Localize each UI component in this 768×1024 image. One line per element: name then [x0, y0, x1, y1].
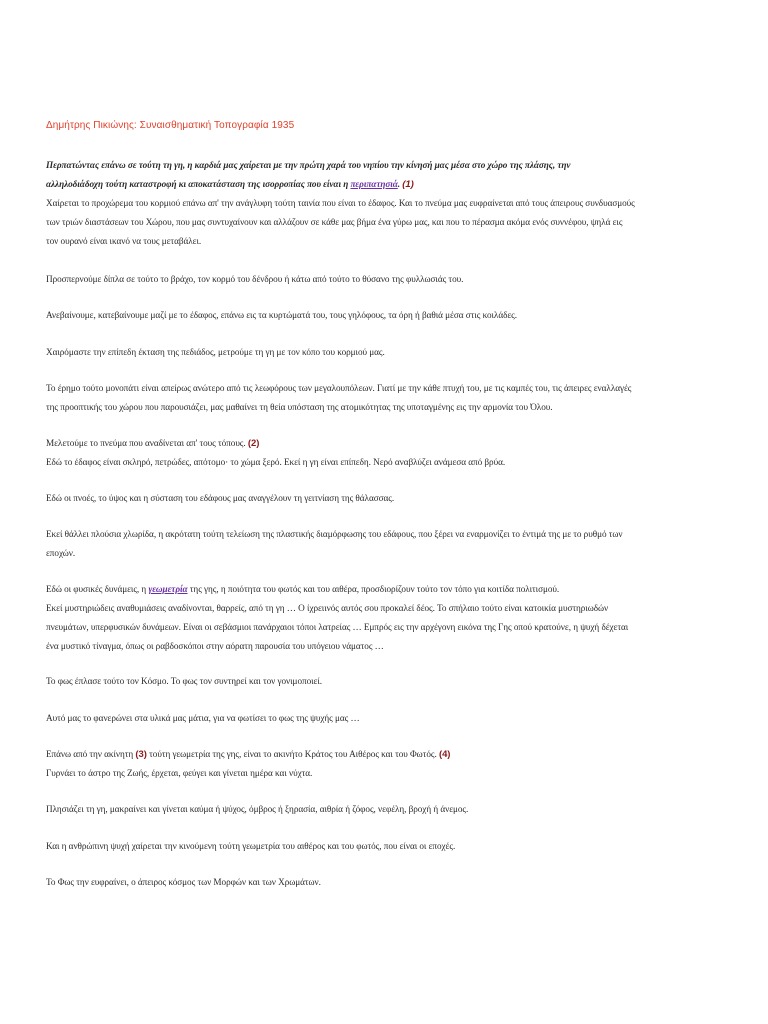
- intro-paragraph: [46, 156, 720, 251]
- intro-line-5: τον ουρανό είναι ικανό να τους μεταβάλει.: [46, 236, 202, 246]
- paragraph-forces-line-3: πνευμάτων, υπερφυσικών δυνάμεων. Είναι οι σεβάσμιοι πανάρχαιοι τόποι λατρείας … Εμπρός εις την αρχέγονη εικόνα της Γης οπού κρατούνε, η ψυχή δέχεται: [46, 622, 629, 632]
- intro-line-3: Χαίρεται το προχώρεμα του κορμιού επάνω απ' την ανάγλυφη τούτη ταινία που είναι το έδαφος. Και το πνεύμα μας ευφραίνεται από τους άπειρους συνδυασμούς: [46, 198, 635, 208]
- footnote-1: (1): [402, 179, 414, 190]
- paragraph-study: [46, 434, 720, 472]
- paragraph-desert: [46, 379, 720, 417]
- intro-line-2: [46, 175, 720, 194]
- intro-line-4: των τριών διαστάσεων του Χώρου, που μας συντυχαίνουν και αλλάζουν σε κάθε μας βήμα ένα γύρω μας, και που το πέρασμα ακόμα ενός συννέφου, ψηλά εις: [46, 217, 623, 227]
- paragraph-study-line-1-text: Μελετούμε το πνεύμα που αναδίνεται απ' τους τόπους.: [46, 438, 248, 448]
- paragraph-motion-line-1-start: Επάνω από την ακίνητη: [46, 749, 136, 759]
- footnote-3: (3): [135, 749, 147, 760]
- paragraph-approach-text: Πλησιάζει τη γη, μακραίνει και γίνεται καύμα ή ψύχος, όμβρος ή ξηρασία, αιθρία ή ζόφος, νεφέλη, βροχή ή άνεμος.: [46, 804, 469, 814]
- paragraph-plain-text: Χαιρόμαστε την επίπεδη έκταση της πεδιάδος, μετρούμε τη γη με τον κόπο του κορμιού μας.: [46, 347, 385, 357]
- paragraph-forces-line-1-end: της γης, η ποιότητα του φωτός και του αιθέρα, προσδιορίζουν τούτο τον τόπο για κοιτίδα πολιτισμού.: [187, 584, 560, 594]
- paragraph-motion-line-1: [46, 745, 720, 764]
- paragraph-soul: [46, 837, 720, 856]
- paragraph-study-line-2: Εδώ το έδαφος είναι σκληρό, πετρώδες, απότομο· το χώμα ξερό. Εκεί η γη είναι επίπεδη. Νερό αναβλύζει ανάμεσα από βρύα.: [46, 457, 506, 467]
- paragraph-light-1-text: Το φως έπλασε τούτο τον Κόσμο. Το φως τον συντηρεί και τον γονιμοποιεί.: [46, 676, 323, 686]
- paragraph-approach: [46, 800, 720, 819]
- paragraph-rock-text: Προσπερνούμε δίπλα σε τούτο το βράχο, τον κορμό του δένδρου ή κάτω από τούτο το θύσανο της φυλλωσιάς του.: [46, 274, 464, 284]
- paragraph-motion-line-1-mid: τούτη γεωμετρία της γης, είναι το ακινήτο Κράτος του Αιθέρος και του Φωτός.: [146, 749, 439, 759]
- paragraph-rock: [46, 270, 720, 289]
- intro-line-2-text: αλληλοδιάδοχη τούτη καταστροφή κι αποκατάσταση της ισορροπίας που είναι η: [46, 179, 351, 189]
- paragraph-light-2-text: Αυτό μας το φανερώνει στα υλικά μας μάτια, για να φωτίσει το φως της ψυχής μας …: [46, 713, 360, 723]
- footnote-4: (4): [438, 749, 451, 760]
- paragraph-study-line-1: [46, 434, 720, 453]
- intro-line-1: Περπατώντας επάνω σε τούτη τη γη, η καρδιά μας χαίρεται με την πρώτη χαρά του νηπίου την κίνησή μας μέσα στο χώρο της πλάσης, την: [46, 160, 571, 170]
- intro-line-2-end: .: [397, 179, 401, 189]
- paragraph-forces-line-2: Εκεί μυστηριώδεις αναθυμιάσεις αναδίνονται, θαρρείς, από τη γη … Ο ίχρειινός αυτός σου προκαλεί δέος. Το σπήλαιο τούτο είναι κατοικία μυστηριωδών: [46, 603, 609, 613]
- paragraph-green-line-2: εποχών.: [46, 548, 76, 558]
- paragraph-forces-line-4: ένα μυστικό τίναγμα, όπως οι ραβδοσκόποι στην αόρατη παρουσία του υπόγειου νάματος …: [46, 641, 384, 651]
- link-peripatisia[interactable]: περιπατησιά: [350, 179, 398, 189]
- paragraph-light-1: [46, 672, 720, 691]
- paragraph-breeze: [46, 489, 720, 508]
- paragraph-motion: [46, 745, 720, 783]
- paragraph-end: [46, 873, 720, 892]
- paragraph-desert-line-1: Το έρημο τούτο μονοπάτι είναι απείρως ανώτερο από τις λεωφόρους των μεγαλουπόλεων. Γιατί με την κάθε πτυχή του, με τις καμπές του, τις άπειρες εναλλαγές: [46, 383, 632, 393]
- paragraph-plain: [46, 343, 720, 362]
- paragraph-green: [46, 525, 720, 563]
- footnote-2: (2): [247, 438, 260, 449]
- paragraph-desert-line-2: της προοπτικής του χώρου που παρουσιάζει, μας μαθαίνει τη θεία υπόσταση της ατομικότητας της υποταγμένης εις την αρμονία του Όλου.: [46, 402, 553, 412]
- paragraph-up: [46, 306, 720, 325]
- paragraph-light-2: [46, 709, 720, 728]
- paragraph-forces-line-1-text: Εδώ οι φυσικές δυνάμεις, η: [46, 584, 149, 594]
- paragraph-end-text: Το Φως την ευφραίνει, ο άπειρος κόσμος των Μορφών και των Χρωμάτων.: [46, 877, 321, 887]
- document-title: Δημήτρης Πικιώνης: Συναισθηματική Τοπογραφία 1935: [46, 120, 295, 131]
- paragraph-forces-line-1: [46, 580, 720, 599]
- paragraph-soul-text: Και η ανθρώπινη ψυχή χαίρεται την κινούμενη τούτη γεωμετρία του αιθέρος και του φωτός, που είναι οι εποχές.: [46, 841, 456, 851]
- paragraph-forces: [46, 580, 720, 656]
- link-geometria[interactable]: γεωμετρία: [148, 584, 188, 594]
- paragraph-motion-line-2: Γυρνάει το άστρο της Ζωής, έρχεται, φεύγει και γίνεται ημέρα και νύχτα.: [46, 768, 313, 778]
- paragraph-green-line-1: Εκεί θάλλει πλούσια χλωρίδα, η ακρότατη τούτη τελείωση της πλαστικής διαμόρφωσης του εδάφους, που ξέρει να εναρμονίζει το έντιμά της με το ρυθμό των: [46, 529, 623, 539]
- paragraph-breeze-text: Εδώ οι πνοές, το ύψος και η σύσταση του εδάφους μας αναγγέλουν τη γειτνίαση της θάλασσας.: [46, 493, 395, 503]
- paragraph-up-text: Ανεβαίνουμε, κατεβαίνουμε μαζί με το έδαφος, επάνω εις τα κυρτώματά του, τους γηλόφους, τα όρη ή βαθιά μέσα στις κοιλάδες.: [46, 310, 517, 320]
